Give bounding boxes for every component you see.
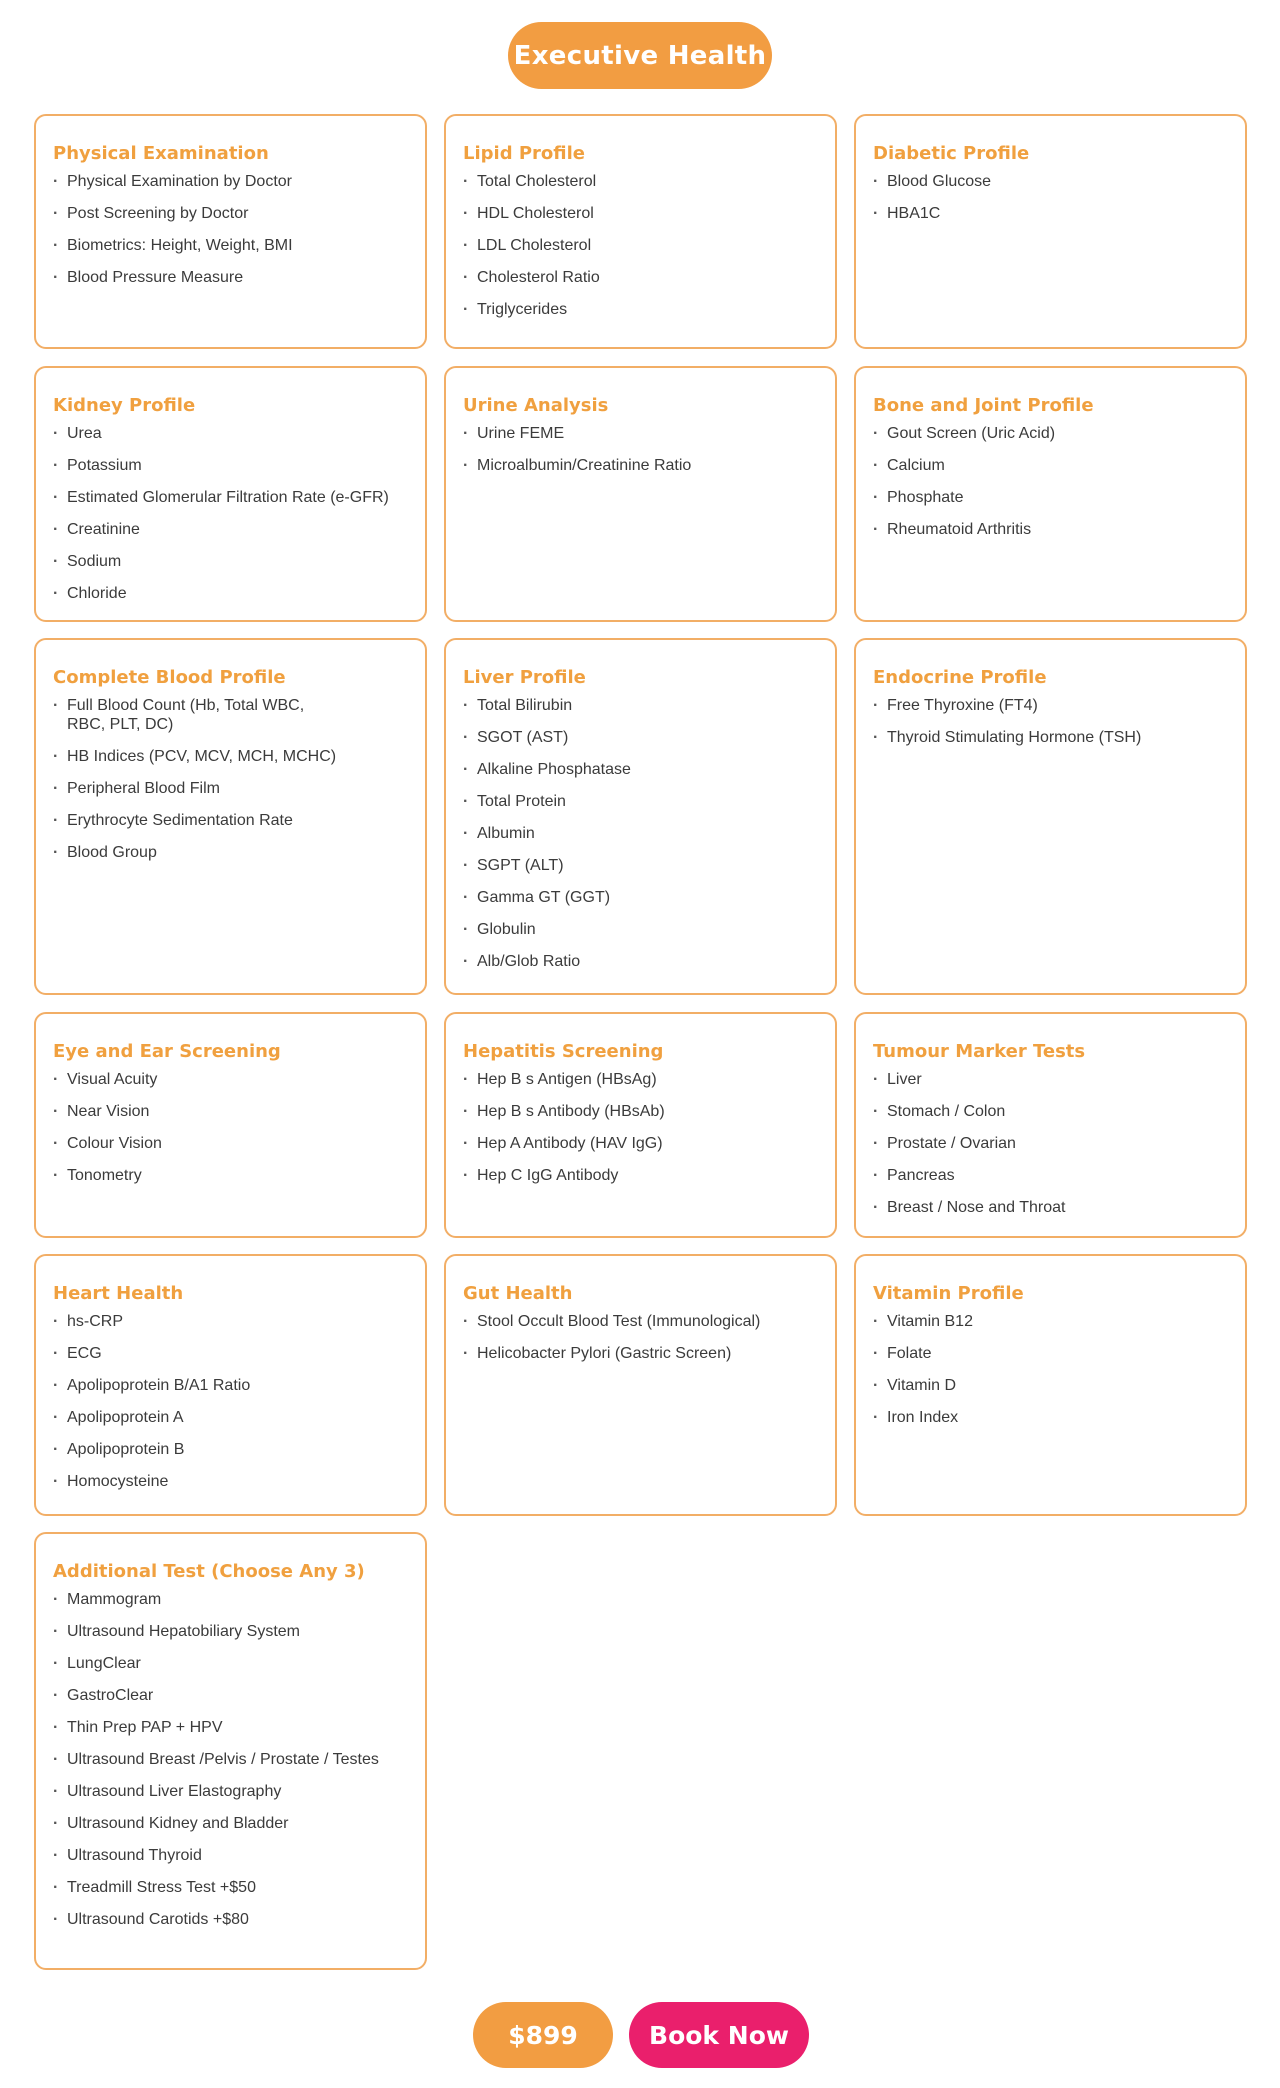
list-item: · Homocysteine — [53, 1472, 408, 1491]
card-title: Hepatitis Screening — [463, 1041, 664, 1062]
list-item: · Visual Acuity — [53, 1070, 408, 1089]
list-item: · Alb/Glob Ratio — [463, 952, 818, 971]
list-item: · Hep A Antibody (HAV IgG) — [463, 1134, 818, 1153]
card-title: Complete Blood Profile — [53, 667, 286, 688]
test-list — [873, 696, 1228, 747]
list-item: · LungClear — [53, 1654, 408, 1673]
card-title: Heart Health — [53, 1283, 184, 1304]
test-list — [873, 1070, 1228, 1217]
list-item: · Apolipoprotein B — [53, 1440, 408, 1459]
list-item: · Hep B s Antibody (HBsAb) — [463, 1102, 818, 1121]
list-item: · Treadmill Stress Test +$50 — [53, 1878, 408, 1897]
list-item: · Microalbumin/Creatinine Ratio — [463, 456, 818, 475]
list-item: · Prostate / Ovarian — [873, 1134, 1228, 1153]
test-list — [873, 1312, 1228, 1427]
list-item: · Post Screening by Doctor — [53, 204, 408, 223]
card-complete-blood-profile — [34, 638, 427, 995]
list-item: · Hep C IgG Antibody — [463, 1166, 818, 1185]
list-item: · Phosphate — [873, 488, 1228, 507]
list-item: · Ultrasound Hepatobiliary System — [53, 1622, 408, 1641]
list-item: · Apolipoprotein A — [53, 1408, 408, 1427]
test-list — [463, 1312, 818, 1363]
card-kidney-profile — [34, 366, 427, 622]
list-item: · SGOT (AST) — [463, 728, 818, 747]
test-list — [53, 424, 408, 603]
list-item: · Cholesterol Ratio — [463, 268, 818, 287]
test-list — [463, 1070, 818, 1185]
card-title: Diabetic Profile — [873, 143, 1030, 164]
list-item: · Triglycerides — [463, 300, 818, 319]
card-diabetic-profile — [854, 114, 1247, 349]
card-urine-analysis — [444, 366, 837, 622]
list-item: · Biometrics: Height, Weight, BMI — [53, 236, 408, 255]
list-item: · Potassium — [53, 456, 408, 475]
test-list — [873, 172, 1228, 223]
test-list — [463, 424, 818, 475]
page-title-badge: Executive Health — [508, 22, 772, 89]
card-lipid-profile — [444, 114, 837, 349]
list-item: · Apolipoprotein B/A1 Ratio — [53, 1376, 408, 1395]
card-tumour-marker-tests — [854, 1012, 1247, 1238]
test-list — [53, 1312, 408, 1491]
list-item: · ECG — [53, 1344, 408, 1363]
card-title: Physical Examination — [53, 143, 269, 164]
card-title: Additional Test (Choose Any 3) — [53, 1561, 365, 1582]
list-item: · Ultrasound Liver Elastography — [53, 1782, 408, 1801]
list-item: · Pancreas — [873, 1166, 1228, 1185]
list-item: · Gamma GT (GGT) — [463, 888, 818, 907]
list-item: · Blood Glucose — [873, 172, 1228, 191]
list-item: · Rheumatoid Arthritis — [873, 520, 1228, 539]
list-item: · Estimated Glomerular Filtration Rate (e-GFR) — [53, 488, 408, 507]
test-list — [463, 696, 818, 971]
list-item: · Chloride — [53, 584, 408, 603]
card-title: Urine Analysis — [463, 395, 609, 416]
list-item: · Helicobacter Pylori (Gastric Screen) — [463, 1344, 818, 1363]
list-item: · Globulin — [463, 920, 818, 939]
list-item: · Albumin — [463, 824, 818, 843]
list-item: · Stomach / Colon — [873, 1102, 1228, 1121]
list-item: · Blood Pressure Measure — [53, 268, 408, 287]
list-item: · HDL Cholesterol — [463, 204, 818, 223]
list-item: · Total Protein — [463, 792, 818, 811]
card-endocrine-profile — [854, 638, 1247, 995]
list-item: · SGPT (ALT) — [463, 856, 818, 875]
list-item: · Ultrasound Kidney and Bladder — [53, 1814, 408, 1833]
card-title: Eye and Ear Screening — [53, 1041, 281, 1062]
list-item: · Vitamin B12 — [873, 1312, 1228, 1331]
list-item: · Thin Prep PAP + HPV — [53, 1718, 408, 1737]
card-heart-health — [34, 1254, 427, 1516]
list-item: · Ultrasound Breast /Pelvis / Prostate / Testes — [53, 1750, 408, 1769]
list-item: · Ultrasound Thyroid — [53, 1846, 408, 1865]
list-item: · Near Vision — [53, 1102, 408, 1121]
list-item: · Total Bilirubin — [463, 696, 818, 715]
list-item: · HB Indices (PCV, MCV, MCH, MCHC) — [53, 747, 408, 766]
list-item: · Gout Screen (Uric Acid) — [873, 424, 1228, 443]
list-item: · Sodium — [53, 552, 408, 571]
list-item: · GastroClear — [53, 1686, 408, 1705]
list-item: · HBA1C — [873, 204, 1228, 223]
list-item: · Calcium — [873, 456, 1228, 475]
test-list — [53, 696, 408, 862]
list-item: · Peripheral Blood Film — [53, 779, 408, 798]
test-list — [53, 1070, 408, 1185]
list-item: · Breast / Nose and Throat — [873, 1198, 1228, 1217]
card-physical-examination — [34, 114, 427, 349]
list-item: · Mammogram — [53, 1590, 408, 1609]
list-item: · Hep B s Antigen (HBsAg) — [463, 1070, 818, 1089]
test-list — [53, 172, 408, 287]
card-additional-test — [34, 1532, 427, 1970]
list-item: · Erythrocyte Sedimentation Rate — [53, 811, 408, 830]
card-title: Vitamin Profile — [873, 1283, 1024, 1304]
card-gut-health — [444, 1254, 837, 1516]
list-item: · Urine FEME — [463, 424, 818, 443]
card-title: Gut Health — [463, 1283, 573, 1304]
list-item: · Blood Group — [53, 843, 408, 862]
list-item: · Liver — [873, 1070, 1228, 1089]
card-title: Lipid Profile — [463, 143, 586, 164]
list-item: · Ultrasound Carotids +$80 — [53, 1910, 408, 1929]
card-liver-profile — [444, 638, 837, 995]
card-title: Bone and Joint Profile — [873, 395, 1094, 416]
list-item: · Alkaline Phosphatase — [463, 760, 818, 779]
list-item: · Urea — [53, 424, 408, 443]
book-now-button[interactable]: Book Now — [629, 2002, 809, 2068]
list-item: · Stool Occult Blood Test (Immunological) — [463, 1312, 818, 1331]
list-item: · hs-CRP — [53, 1312, 408, 1331]
test-list — [873, 424, 1228, 539]
test-list — [53, 1590, 408, 1929]
list-item: · Full Blood Count (Hb, Total WBC, RBC, PLT, DC) — [53, 696, 408, 734]
list-item: · Iron Index — [873, 1408, 1228, 1427]
list-item: · Physical Examination by Doctor — [53, 172, 408, 191]
test-list — [463, 172, 818, 319]
list-item: · Vitamin D — [873, 1376, 1228, 1395]
card-hepatitis-screening — [444, 1012, 837, 1238]
list-item: · LDL Cholesterol — [463, 236, 818, 255]
card-bone-and-joint-profile — [854, 366, 1247, 622]
card-title: Endocrine Profile — [873, 667, 1047, 688]
list-item: · Colour Vision — [53, 1134, 408, 1153]
price-badge: $899 — [473, 2002, 613, 2068]
list-item: · Creatinine — [53, 520, 408, 539]
card-title: Tumour Marker Tests — [873, 1041, 1086, 1062]
list-item: · Free Thyroxine (FT4) — [873, 696, 1228, 715]
list-item: · Tonometry — [53, 1166, 408, 1185]
list-item: · Total Cholesterol — [463, 172, 818, 191]
list-item: · Thyroid Stimulating Hormone (TSH) — [873, 728, 1228, 747]
card-title: Liver Profile — [463, 667, 586, 688]
card-vitamin-profile — [854, 1254, 1247, 1516]
card-eye-and-ear-screening — [34, 1012, 427, 1238]
list-item: · Folate — [873, 1344, 1228, 1363]
card-title: Kidney Profile — [53, 395, 196, 416]
